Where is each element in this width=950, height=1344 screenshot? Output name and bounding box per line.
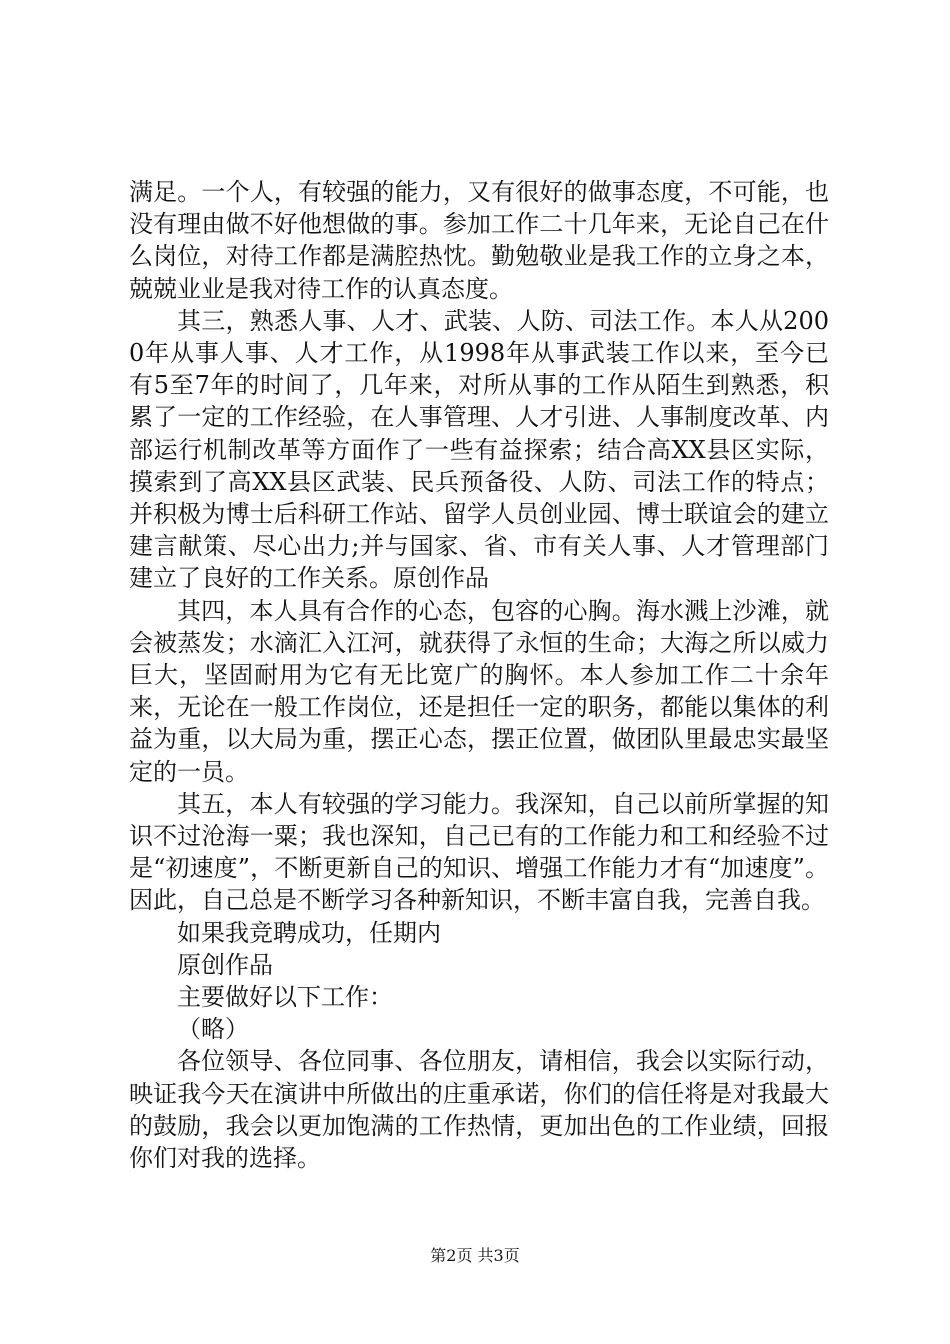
paragraph-9: 各位领导、各位同事、各位朋友，请相信，我会以实际行动，映证我今天在演讲中所做出的庄重承诺，你们的信任将是对我最大的鼓励，我会以更加饱满的工作热情，更加出色的工作业绩，回报你们对我的选择。 [129,1047,829,1173]
document-body [129,176,829,1174]
page-footer: 第2页 共3页 [430,1246,520,1265]
paragraph-5: 如果我竞聘成功，任期内 [177,918,441,947]
paragraph-4: 其五，本人有较强的学习能力。我深知，自己以前所掌握的知识不过沧海一粟；我也深知，自己已有的工作能力和工和经验不过是“初速度”，不断更新自己的知识、增强工作能力才有“加速度”。因此，自己总是不断学习各种新知识，不断丰富自我，完善自我。 [129,789,829,915]
paragraph-1: 满足。一个人，有较强的能力，又有很好的做事态度，不可能，也没有理由做不好他想做的事。参加工作二十几年来，无论自己在什么岗位，对待工作都是满腔热忱。勤勉敬业是我工作的立身之本，兢兢业业是我对待工作的认真态度。 [129,178,829,303]
paragraph-7: 主要做好以下工作： [177,983,393,1012]
paragraph-6: 原创作品 [177,950,273,979]
paragraph-8: （略） [177,1015,249,1044]
paragraph-3: 其四，本人具有合作的心态，包容的心胸。海水溅上沙滩，就会被蒸发；水滴汇入江河，就获得了永恒的生命；大海之所以威力巨大，坚固耐用为它有无比宽广的胸怀。本人参加工作二十余年来，无论在一般工作岗位，还是担任一定的职务，都能以集体的利益为重，以大局为重，摆正心态，摆正位置，做团队里最忠实最坚定的一员。 [129,596,829,786]
paragraph-2: 其三，熟悉人事、人才、武装、人防、司法工作。本人从2000年从事人事、人才工作，从1998年从事武装工作以来，至今已有5至7年的时间了，几年来，对所从事的工作从陌生到熟悉，积累了一定的工作经验，在人事管理、人才引进、人事制度改革、内部运行机制改革等方面作了一些有益探索；结合高XX县区实际，摸索到了高XX县区武装、民兵预备役、人防、司法工作的特点；并积极为博士后科研工作站、留学人员创业园、博士联谊会的建立建言献策、尽心出力;并与国家、省、市有关人事、人才管理部门建立了良好的工作关系。原创作品 [129,306,829,593]
